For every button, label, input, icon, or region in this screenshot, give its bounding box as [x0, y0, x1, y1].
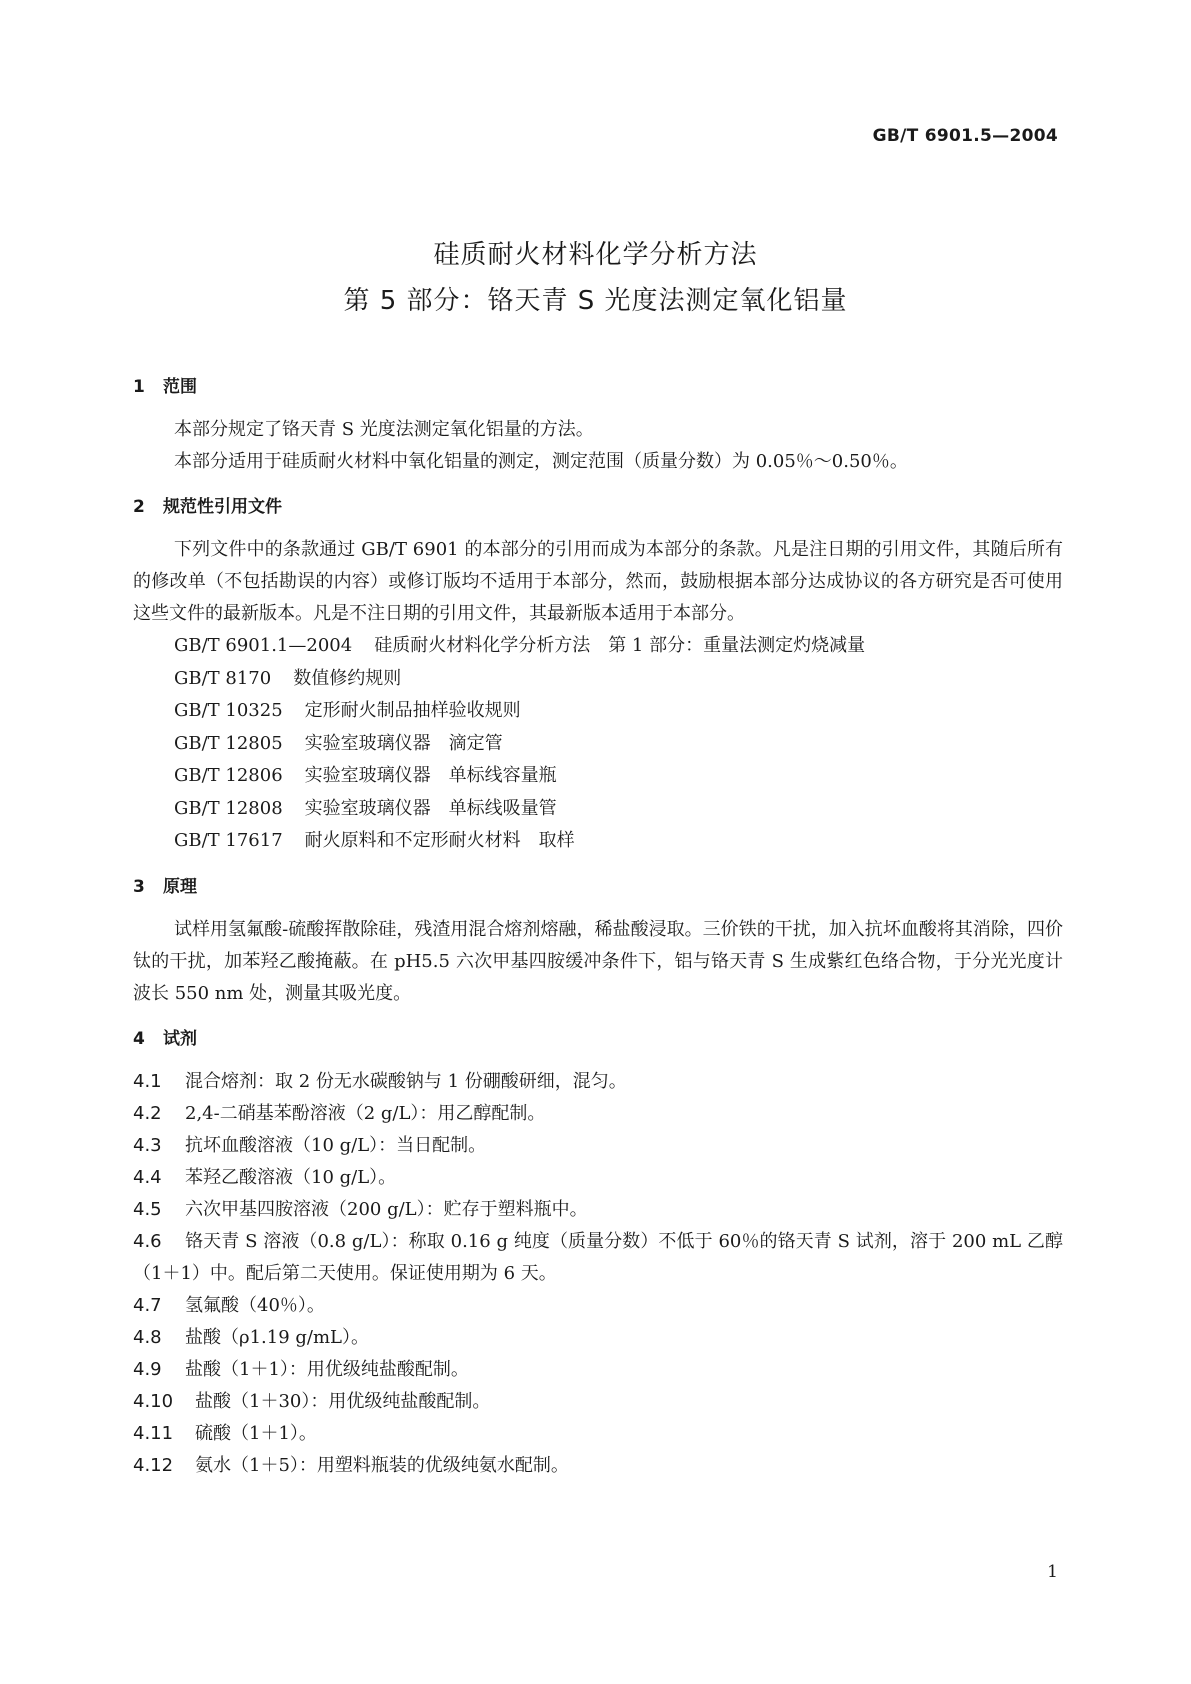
section-title: 原理 — [163, 876, 197, 897]
section-heading-references — [133, 492, 1063, 522]
reagent-item — [133, 1098, 1063, 1130]
section-number: 2 — [133, 497, 145, 517]
section-title: 规范性引用文件 — [163, 497, 282, 517]
item-text: 氨水（1＋5）：用塑料瓶装的优级纯氨水配制。 — [195, 1454, 569, 1476]
item-number: 4.3 — [133, 1134, 162, 1156]
paragraph: 试样用氢氟酸-硫酸挥散除硅，残渣用混合熔剂熔融，稀盐酸浸取。三价铁的干扰，加入抗坏血酸将其消除，四价钛的干扰，加苯羟乙酸掩蔽。在 pH5.5 六次甲基四胺缓冲条件下，铝与铬天青 S 生成紫红色络合物，于分光光度计波长 550 nm 处，测量其吸光度。 — [133, 918, 1063, 1004]
reference-list — [133, 630, 1063, 858]
item-number: 4.9 — [133, 1358, 162, 1380]
reference-code: GB/T 12805 — [174, 732, 283, 754]
section-number: 4 — [133, 1028, 145, 1049]
reference-title: 实验室玻璃仪器 单标线容量瓶 — [304, 765, 557, 786]
page-number: 1 — [1047, 1562, 1058, 1582]
reagent-item — [133, 1226, 1063, 1290]
item-number: 4.5 — [133, 1198, 162, 1220]
reference-code: GB/T 12808 — [174, 797, 283, 819]
reagent-item — [133, 1450, 1063, 1482]
paragraph: 本部分规定了铬天青 S 光度法测定氧化铝量的方法。 — [174, 419, 594, 440]
reference-item — [133, 793, 1063, 826]
reference-item — [133, 760, 1063, 793]
reference-title: 耐火原料和不定形耐火材料 取样 — [304, 830, 575, 851]
reference-code: GB/T 8170 — [174, 667, 272, 689]
item-number: 4.11 — [133, 1422, 174, 1444]
reagent-item — [133, 1322, 1063, 1354]
item-text: 2,4-二硝基苯酚溶液（2 g/L）：用乙醇配制。 — [185, 1102, 546, 1124]
item-number: 4.1 — [133, 1070, 162, 1092]
section-number: 3 — [133, 876, 145, 897]
section-title: 范围 — [163, 377, 197, 397]
reference-item — [133, 728, 1063, 761]
section-heading-reagents — [133, 1024, 1063, 1054]
item-number: 4.10 — [133, 1390, 174, 1412]
section-number: 1 — [133, 377, 145, 397]
reagent-item — [133, 1162, 1063, 1194]
reference-item — [133, 630, 1063, 663]
reference-code: GB/T 6901.1—2004 — [174, 635, 353, 656]
reference-code: GB/T 12806 — [174, 765, 283, 786]
reference-item — [133, 825, 1063, 858]
item-text: 氢氟酸（40％）。 — [185, 1294, 325, 1316]
reagent-item — [133, 1290, 1063, 1322]
reference-title: 硅质耐火材料化学分析方法 第 1 部分：重量法测定灼烧减量 — [374, 635, 866, 656]
reference-item — [133, 663, 1063, 696]
item-number: 4.6 — [133, 1230, 162, 1252]
item-text: 苯羟乙酸溶液（10 g/L）。 — [185, 1166, 397, 1188]
item-text: 盐酸（1＋1）：用优级纯盐酸配制。 — [185, 1358, 469, 1380]
principle-body — [133, 914, 1063, 1010]
item-text: 混合熔剂：取 2 份无水碳酸钠与 1 份硼酸研细，混匀。 — [185, 1070, 627, 1092]
item-text: 铬天青 S 溶液（0.8 g/L）：称取 0.16 g 纯度（质量分数）不低于 60％的铬天青 S 试剂，溶于 200 mL 乙醇（1＋1）中。配后第二天使用。保证使用期为 6 天。 — [133, 1230, 1063, 1284]
item-text: 硫酸（1＋1）。 — [195, 1422, 317, 1444]
title-line-1: 硅质耐火材料化学分析方法 — [433, 240, 758, 270]
title-line-2: 第 5 部分：铬天青 S 光度法测定氧化铝量 — [343, 286, 848, 316]
reference-code: GB/T 17617 — [174, 830, 283, 851]
reagent-item — [133, 1130, 1063, 1162]
item-number: 4.12 — [133, 1454, 174, 1476]
section-heading-scope — [133, 372, 1063, 402]
reference-item — [133, 695, 1063, 728]
item-text: 盐酸（1＋30）：用优级纯盐酸配制。 — [195, 1390, 491, 1412]
reference-title: 定形耐火制品抽样验收规则 — [304, 700, 521, 721]
item-number: 4.8 — [133, 1326, 162, 1348]
reagent-item — [133, 1354, 1063, 1386]
item-number: 4.4 — [133, 1166, 162, 1188]
reagent-list — [133, 1066, 1063, 1482]
paragraph: 本部分适用于硅质耐火材料中氧化铝量的测定，测定范围（质量分数）为 0.05％～0.50％。 — [174, 451, 908, 472]
reference-title: 数值修约规则 — [293, 667, 402, 689]
item-text: 六次甲基四胺溶液（200 g/L）：贮存于塑料瓶中。 — [185, 1198, 588, 1220]
document-body — [133, 372, 1063, 1482]
section-heading-principle — [133, 872, 1063, 902]
document-code: GB/T 6901.5—2004 — [872, 126, 1058, 146]
reagent-item — [133, 1386, 1063, 1418]
item-number: 4.7 — [133, 1294, 162, 1316]
reagent-item — [133, 1066, 1063, 1098]
reagent-item — [133, 1194, 1063, 1226]
scope-body — [133, 414, 1063, 478]
reference-title: 实验室玻璃仪器 滴定管 — [304, 732, 503, 754]
reference-code: GB/T 10325 — [174, 700, 283, 721]
reagent-item — [133, 1418, 1063, 1450]
section-title: 试剂 — [163, 1028, 197, 1049]
reference-title: 实验室玻璃仪器 单标线吸量管 — [304, 797, 557, 819]
document-title — [0, 232, 1191, 324]
item-number: 4.2 — [133, 1102, 162, 1124]
item-text: 抗坏血酸溶液（10 g/L）：当日配制。 — [185, 1134, 487, 1156]
paragraph: 下列文件中的条款通过 GB/T 6901 的本部分的引用而成为本部分的条款。凡是注日期的引用文件，其随后所有的修改单（不包括勘误的内容）或修订版均不适用于本部分，然而，鼓励根据本部分达成协议的各方研究是否可使用这些文件的最新版本。凡是不注日期的引用文件，其最新版本适用于本部分。 — [133, 539, 1063, 624]
item-text: 盐酸（ρ1.19 g/mL）。 — [185, 1326, 369, 1348]
